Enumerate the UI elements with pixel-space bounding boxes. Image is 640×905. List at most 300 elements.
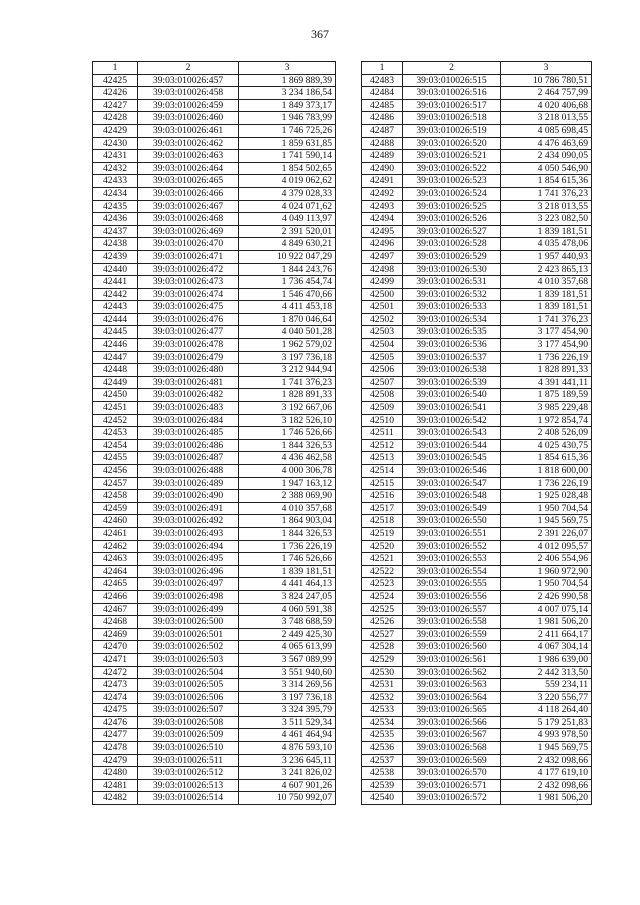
table-row [93,402,336,415]
cadastral-number-cell: 39:03:010026:537 [403,351,501,364]
row-number-cell: 42445 [93,326,138,339]
cadastral-number-cell: 39:03:010026:473 [138,276,239,289]
cadastral-value-cell: 2 464 757,99 [501,87,592,100]
table-row [93,87,336,100]
cadastral-value-cell: 1 854 502,65 [239,162,336,175]
cadastral-number-cell: 39:03:010026:492 [138,515,239,528]
cadastral-value-cell: 4 025 430,75 [501,439,592,452]
cadastral-number-cell: 39:03:010026:559 [403,628,501,641]
cadastral-value-cell: 1 875 189,59 [501,389,592,402]
table-row [93,112,336,125]
row-number-cell: 42527 [362,628,403,641]
cadastral-value-cell: 10 922 047,29 [239,250,336,263]
table-row [362,250,592,263]
cadastral-value-cell: 5 179 251,83 [501,716,592,729]
cadastral-number-cell: 39:03:010026:481 [138,376,239,389]
page-number: 367 [311,27,329,41]
table-row [93,439,336,452]
table-row [362,653,592,666]
cadastral-value-cell: 3 223 082,50 [501,213,592,226]
cadastral-value-cell: 2 408 526,09 [501,427,592,440]
row-number-cell: 42460 [93,515,138,528]
table-row [362,175,592,188]
row-number-cell: 42427 [93,99,138,112]
row-number-cell: 42425 [93,74,138,87]
row-number-cell: 42432 [93,162,138,175]
cadastral-number-cell: 39:03:010026:519 [403,124,501,137]
row-number-cell: 42538 [362,767,403,780]
cadastral-number-cell: 39:03:010026:561 [403,653,501,666]
table-row [362,150,592,163]
row-number-cell: 42474 [93,691,138,704]
cadastral-value-cell: 4 476 463,69 [501,137,592,150]
table-row [93,779,336,792]
cadastral-value-cell: 3 197 736,18 [239,691,336,704]
table-row [93,187,336,200]
column-header-2: 2 [138,62,239,75]
cadastral-value-cell: 1 972 854,74 [501,414,592,427]
cadastral-value-cell: 3 177 454,90 [501,339,592,352]
row-number-cell: 42465 [93,578,138,591]
row-number-cell: 42430 [93,137,138,150]
cadastral-number-cell: 39:03:010026:564 [403,691,501,704]
cadastral-value-cell: 4 876 593,10 [239,742,336,755]
row-number-cell: 42455 [93,452,138,465]
table-row [362,99,592,112]
cadastral-number-cell: 39:03:010026:495 [138,553,239,566]
row-number-cell: 42477 [93,729,138,742]
cadastral-value-cell: 4 441 464,13 [239,578,336,591]
table-row [362,603,592,616]
table-row [362,326,592,339]
cadastral-number-cell: 39:03:010026:527 [403,225,501,238]
cadastral-value-cell: 4 085 698,45 [501,124,592,137]
table-row [93,729,336,742]
cadastral-value-cell: 4 010 357,68 [501,276,592,289]
table-row [362,716,592,729]
row-number-cell: 42464 [93,565,138,578]
cadastral-value-cell: 1 950 704,54 [501,578,592,591]
row-number-cell: 42441 [93,276,138,289]
table-row [93,351,336,364]
cadastral-number-cell: 39:03:010026:541 [403,402,501,415]
cadastral-value-cell: 1 947 163,12 [239,477,336,490]
table-row [93,653,336,666]
cadastral-number-cell: 39:03:010026:457 [138,74,239,87]
cadastral-number-cell: 39:03:010026:517 [403,99,501,112]
cadastral-value-cell: 2 391 226,07 [501,527,592,540]
cadastral-number-cell: 39:03:010026:458 [138,87,239,100]
table-row [93,691,336,704]
row-number-cell: 42535 [362,729,403,742]
table-row [93,238,336,251]
cadastral-value-cell: 3 177 454,90 [501,326,592,339]
cadastral-number-cell: 39:03:010026:538 [403,364,501,377]
cadastral-value-cell: 2 449 425,30 [239,628,336,641]
row-number-cell: 42540 [362,792,403,805]
cadastral-value-cell: 1 741 590,14 [239,150,336,163]
table-row [93,641,336,654]
cadastral-number-cell: 39:03:010026:572 [403,792,501,805]
row-number-cell: 42461 [93,527,138,540]
table-row [93,376,336,389]
row-number-cell: 42523 [362,578,403,591]
row-number-cell: 42517 [362,502,403,515]
row-number-cell: 42508 [362,389,403,402]
cadastral-value-cell: 4 607 901,26 [239,779,336,792]
cadastral-number-cell: 39:03:010026:480 [138,364,239,377]
cadastral-number-cell: 39:03:010026:545 [403,452,501,465]
table-row [362,427,592,440]
row-number-cell: 42534 [362,716,403,729]
cadastral-number-cell: 39:03:010026:468 [138,213,239,226]
cadastral-value-cell: 3 314 269,56 [239,679,336,692]
cadastral-number-cell: 39:03:010026:502 [138,641,239,654]
cadastral-value-cell: 3 218 013,55 [501,200,592,213]
cadastral-number-cell: 39:03:010026:560 [403,641,501,654]
cadastral-number-cell: 39:03:010026:515 [403,74,501,87]
cadastral-value-cell: 1 844 326,53 [239,527,336,540]
cadastral-number-cell: 39:03:010026:488 [138,465,239,478]
cadastral-value-cell: 3 220 556,77 [501,691,592,704]
table-header-row [362,62,592,75]
row-number-cell: 42449 [93,376,138,389]
cadastral-value-cell: 4 060 591,38 [239,603,336,616]
row-number-cell: 42452 [93,414,138,427]
table-row [93,792,336,805]
row-number-cell: 42479 [93,754,138,767]
row-number-cell: 42493 [362,200,403,213]
table-row [362,364,592,377]
table-row [362,704,592,717]
row-number-cell: 42526 [362,616,403,629]
cadastral-value-cell: 2 432 098,66 [501,754,592,767]
table-row [362,339,592,352]
row-number-cell: 42490 [362,162,403,175]
cadastral-number-cell: 39:03:010026:503 [138,653,239,666]
cadastral-number-cell: 39:03:010026:529 [403,250,501,263]
row-number-cell: 42476 [93,716,138,729]
row-number-cell: 42456 [93,465,138,478]
cadastral-number-cell: 39:03:010026:479 [138,351,239,364]
row-number-cell: 42442 [93,288,138,301]
table-row [93,250,336,263]
cadastral-number-cell: 39:03:010026:464 [138,162,239,175]
row-number-cell: 42448 [93,364,138,377]
table-row [362,527,592,540]
column-header-3: 3 [501,62,592,75]
cadastral-value-cell: 1 839 181,51 [239,565,336,578]
table-row [362,729,592,742]
cadastral-number-cell: 39:03:010026:461 [138,124,239,137]
row-number-cell: 42524 [362,590,403,603]
cadastral-number-cell: 39:03:010026:523 [403,175,501,188]
table-row [93,716,336,729]
cadastral-value-cell: 3 212 944,94 [239,364,336,377]
cadastral-value-cell: 4 049 113,97 [239,213,336,226]
row-number-cell: 42469 [93,628,138,641]
row-number-cell: 42528 [362,641,403,654]
table-row [362,301,592,314]
row-number-cell: 42500 [362,288,403,301]
cadastral-value-cell: 1 870 046,64 [239,313,336,326]
table-row [362,439,592,452]
row-number-cell: 42483 [362,74,403,87]
cadastral-value-cell: 1 946 783,99 [239,112,336,125]
cadastral-value-cell: 4 012 095,57 [501,540,592,553]
row-number-cell: 42485 [362,99,403,112]
table-row [362,389,592,402]
table-row [93,99,336,112]
cadastral-number-cell: 39:03:010026:556 [403,590,501,603]
table-row [93,666,336,679]
cadastral-value-cell: 4 118 264,40 [501,704,592,717]
cadastral-value-cell: 2 388 069,90 [239,490,336,503]
cadastral-value-cell: 2 411 664,17 [501,628,592,641]
table-row [93,150,336,163]
cadastral-number-cell: 39:03:010026:531 [403,276,501,289]
cadastral-number-cell: 39:03:010026:558 [403,616,501,629]
cadastral-number-cell: 39:03:010026:534 [403,313,501,326]
right-table-body [362,62,592,805]
cadastral-value-cell: 3 197 736,18 [239,351,336,364]
table-row [93,679,336,692]
row-number-cell: 42429 [93,124,138,137]
cadastral-value-cell: 1 981 506,20 [501,616,592,629]
table-row [362,691,592,704]
cadastral-value-cell: 4 993 978,50 [501,729,592,742]
cadastral-number-cell: 39:03:010026:511 [138,754,239,767]
row-number-cell: 42519 [362,527,403,540]
table-header-row [93,62,336,75]
cadastral-number-cell: 39:03:010026:510 [138,742,239,755]
row-number-cell: 42489 [362,150,403,163]
cadastral-value-cell: 3 236 645,11 [239,754,336,767]
cadastral-value-cell: 3 511 529,34 [239,716,336,729]
table-row [362,376,592,389]
table-row [93,603,336,616]
table-row [362,628,592,641]
cadastral-number-cell: 39:03:010026:485 [138,427,239,440]
table-row [362,200,592,213]
table-row [362,124,592,137]
cadastral-value-cell: 4 067 304,14 [501,641,592,654]
cadastral-value-cell: 10 750 992,07 [239,792,336,805]
cadastral-number-cell: 39:03:010026:568 [403,742,501,755]
table-row [93,339,336,352]
row-number-cell: 42437 [93,225,138,238]
table-row [362,238,592,251]
cadastral-number-cell: 39:03:010026:489 [138,477,239,490]
cadastral-value-cell: 1 854 615,36 [501,175,592,188]
cadastral-number-cell: 39:03:010026:494 [138,540,239,553]
cadastral-number-cell: 39:03:010026:548 [403,490,501,503]
cadastral-number-cell: 39:03:010026:470 [138,238,239,251]
cadastral-value-cell: 2 391 520,01 [239,225,336,238]
table-row [362,792,592,805]
cadastral-value-cell: 1 746 526,66 [239,427,336,440]
cadastral-value-cell: 4 849 630,21 [239,238,336,251]
cadastral-number-cell: 39:03:010026:542 [403,414,501,427]
cadastral-value-cell: 1 839 181,51 [501,225,592,238]
cadastral-number-cell: 39:03:010026:465 [138,175,239,188]
row-number-cell: 42478 [93,742,138,755]
row-number-cell: 42457 [93,477,138,490]
cadastral-number-cell: 39:03:010026:535 [403,326,501,339]
table-row [93,313,336,326]
row-number-cell: 42516 [362,490,403,503]
table-row [362,779,592,792]
cadastral-number-cell: 39:03:010026:544 [403,439,501,452]
cadastral-value-cell: 4 010 357,68 [239,502,336,515]
row-number-cell: 42431 [93,150,138,163]
table-row [93,540,336,553]
cadastral-value-cell: 1 864 903,04 [239,515,336,528]
cadastral-number-cell: 39:03:010026:508 [138,716,239,729]
row-number-cell: 42428 [93,112,138,125]
cadastral-value-cell: 3 551 940,60 [239,666,336,679]
table-row [93,326,336,339]
row-number-cell: 42481 [93,779,138,792]
cadastral-value-cell: 1 736 454,74 [239,276,336,289]
row-number-cell: 42494 [362,213,403,226]
cadastral-number-cell: 39:03:010026:482 [138,389,239,402]
cadastral-number-cell: 39:03:010026:477 [138,326,239,339]
table-row [362,452,592,465]
cadastral-number-cell: 39:03:010026:505 [138,679,239,692]
table-row [93,553,336,566]
cadastral-value-cell: 1 925 028,48 [501,490,592,503]
cadastral-value-cell: 4 391 441,11 [501,376,592,389]
cadastral-number-cell: 39:03:010026:516 [403,87,501,100]
cadastral-value-cell: 1 741 376,23 [239,376,336,389]
cadastral-number-cell: 39:03:010026:469 [138,225,239,238]
cadastral-value-cell: 3 182 526,10 [239,414,336,427]
cadastral-number-cell: 39:03:010026:571 [403,779,501,792]
cadastral-value-cell: 3 234 186,54 [239,87,336,100]
cadastral-number-cell: 39:03:010026:549 [403,502,501,515]
row-number-cell: 42529 [362,653,403,666]
row-number-cell: 42484 [362,87,403,100]
cadastral-value-cell: 1 828 891,33 [501,364,592,377]
table-row [93,175,336,188]
row-number-cell: 42506 [362,364,403,377]
cadastral-number-cell: 39:03:010026:557 [403,603,501,616]
table-row [362,351,592,364]
column-header-2: 2 [403,62,501,75]
table-row [93,213,336,226]
row-number-cell: 42488 [362,137,403,150]
cadastral-number-cell: 39:03:010026:555 [403,578,501,591]
cadastral-number-cell: 39:03:010026:524 [403,187,501,200]
table-row [362,666,592,679]
row-number-cell: 42459 [93,502,138,515]
table-row [93,754,336,767]
cadastral-value-cell: 2 432 098,66 [501,779,592,792]
cadastral-value-cell: 1 746 526,66 [239,553,336,566]
row-number-cell: 42495 [362,225,403,238]
cadastral-number-cell: 39:03:010026:462 [138,137,239,150]
row-number-cell: 42532 [362,691,403,704]
cadastral-number-cell: 39:03:010026:554 [403,565,501,578]
cadastral-value-cell: 1 950 704,54 [501,502,592,515]
table-row [93,200,336,213]
cadastral-number-cell: 39:03:010026:498 [138,590,239,603]
row-number-cell: 42466 [93,590,138,603]
table-row [362,112,592,125]
table-row [93,767,336,780]
cadastral-number-cell: 39:03:010026:570 [403,767,501,780]
cadastral-number-cell: 39:03:010026:552 [403,540,501,553]
cadastral-value-cell: 4 024 071,62 [239,200,336,213]
row-number-cell: 42453 [93,427,138,440]
cadastral-number-cell: 39:03:010026:546 [403,465,501,478]
table-row [362,477,592,490]
row-number-cell: 42438 [93,238,138,251]
row-number-cell: 42505 [362,351,403,364]
row-number-cell: 42499 [362,276,403,289]
cadastral-number-cell: 39:03:010026:490 [138,490,239,503]
row-number-cell: 42537 [362,754,403,767]
row-number-cell: 42447 [93,351,138,364]
table-row [362,616,592,629]
column-header-1: 1 [362,62,403,75]
table-row [93,124,336,137]
table-row [93,452,336,465]
table-row [93,704,336,717]
table-row [93,162,336,175]
cadastral-value-cell: 4 020 406,68 [501,99,592,112]
cadastral-value-cell: 1 844 243,76 [239,263,336,276]
table-row [93,225,336,238]
row-number-cell: 42498 [362,263,403,276]
table-row [362,313,592,326]
cadastral-number-cell: 39:03:010026:521 [403,150,501,163]
table-row [362,162,592,175]
cadastral-number-cell: 39:03:010026:507 [138,704,239,717]
table-row [93,414,336,427]
table-row [362,414,592,427]
table-row [362,276,592,289]
row-number-cell: 42436 [93,213,138,226]
row-number-cell: 42468 [93,616,138,629]
row-number-cell: 42443 [93,301,138,314]
cadastral-value-cell: 1 736 226,19 [501,351,592,364]
cadastral-number-cell: 39:03:010026:474 [138,288,239,301]
row-number-cell: 42521 [362,553,403,566]
cadastral-number-cell: 39:03:010026:543 [403,427,501,440]
row-number-cell: 42496 [362,238,403,251]
cadastral-value-cell: 4 000 306,78 [239,465,336,478]
table-row [93,628,336,641]
row-number-cell: 42487 [362,124,403,137]
row-number-cell: 42433 [93,175,138,188]
cadastral-number-cell: 39:03:010026:522 [403,162,501,175]
row-number-cell: 42458 [93,490,138,503]
cadastral-value-cell: 3 567 089,99 [239,653,336,666]
cadastral-value-cell: 4 040 501,28 [239,326,336,339]
cadastral-number-cell: 39:03:010026:496 [138,565,239,578]
cadastral-value-cell: 1 546 470,66 [239,288,336,301]
table-row [93,490,336,503]
row-number-cell: 42462 [93,540,138,553]
cadastral-number-cell: 39:03:010026:472 [138,263,239,276]
table-row [93,364,336,377]
row-number-cell: 42522 [362,565,403,578]
left-table-body [93,62,336,805]
cadastral-value-cell: 4 177 619,10 [501,767,592,780]
table-row [93,590,336,603]
